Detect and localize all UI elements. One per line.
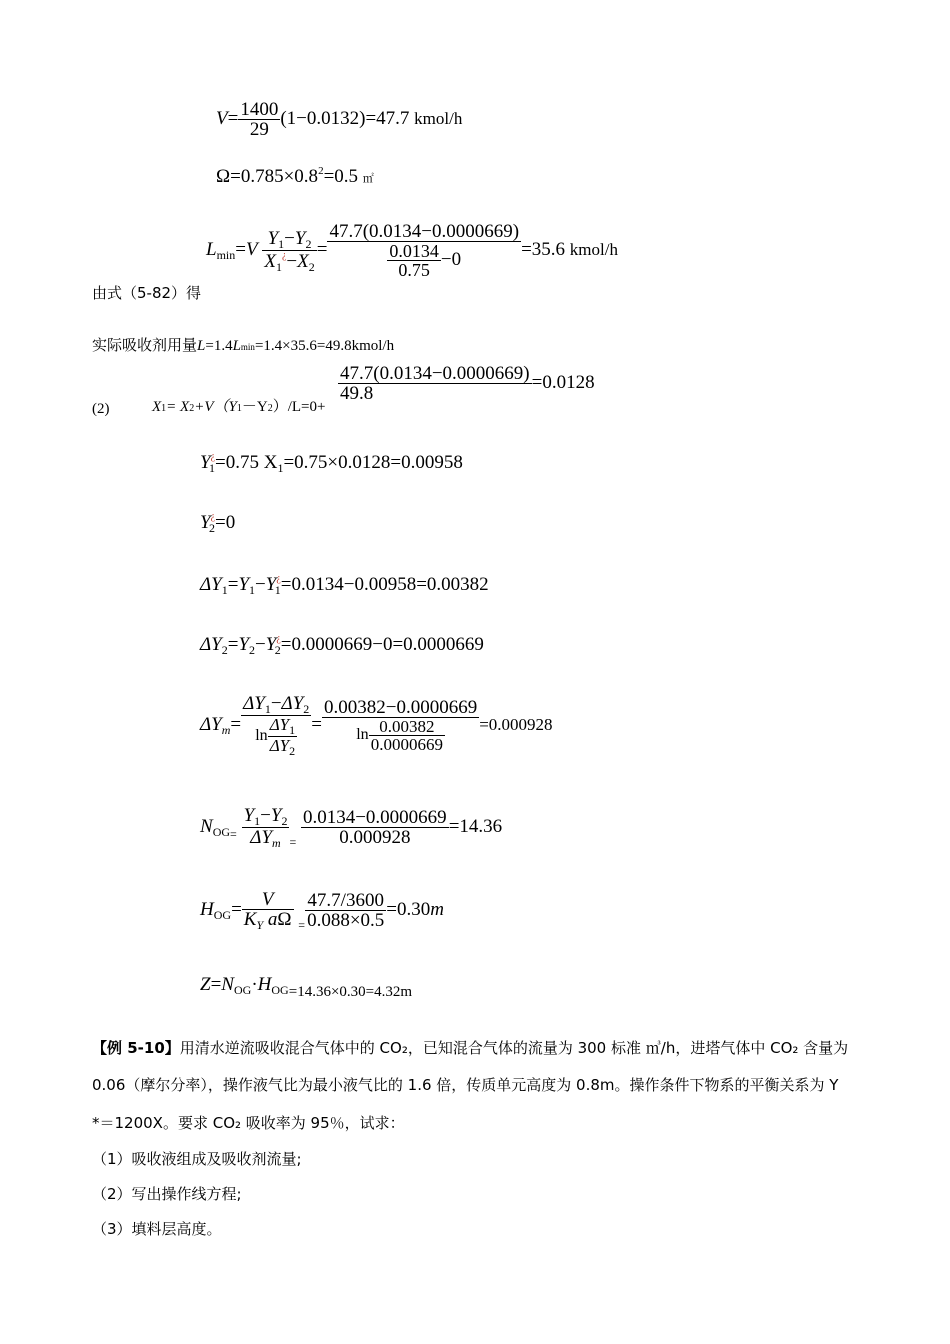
question-1: （1）吸收液组成及吸收剂流量; [92, 1150, 302, 1168]
derived-from-text: 由式（5-82）得 [92, 284, 202, 302]
equation-y1star: $Y^¿_1=0.75$ $X_1=0.75\times 0.0128=0.00958$ [200, 451, 463, 475]
part-2-label: (2) [92, 401, 110, 417]
equation-omega: $\Omega=0.785\times 0.8^2=0.5$ ㎡ [216, 165, 374, 187]
question-3: （3）填料层高度。 [92, 1220, 222, 1238]
equation-x1: X1= X2+V（Y1－Y2）/L=0+ [152, 399, 326, 415]
equation-dy2: $\Delta Y_2=Y_2-Y^¿_2=0.0000669-0=0.0000669$ [200, 633, 484, 657]
equation-hog: $H_{OG}=$ $\frac{V}{K_Y a\Omega}$ $_=$ $\frac{47.7/3600}{0.088\times 0.5}$ =0.30m [200, 889, 444, 932]
actual-absorbent-text: 实际吸收剂用量L=1.4Lmin=1.4×35.6=49.8kmol/h [92, 336, 395, 354]
question-2: （2）写出操作线方程; [92, 1185, 242, 1203]
equation-dym: $\Delta Y_m=$ $\Delta Y_1-\Delta Y_2$ ln $\frac{\Delta Y_1}{\Delta Y_2}$ = 0.00382−0.0000669 ln $\frac{0.00382}{0.0000669}$ =0.000928 [200, 693, 553, 758]
equation-nog: $N_{OG=}$ $\frac{Y_1-Y_2}{\Delta Y_m}$ $_=$ $\frac{0.0134-0.0000669}{0.000928}$ =14.36 [200, 805, 503, 850]
equation-v: V= $\frac{1400}{29}$ (1−0.0132)=47.7 kmol/h [216, 99, 463, 140]
example-line-2: 0.06（摩尔分率），操作液气比为最小液气比的 1.6 倍，传质单元高度为 0.8m。操作条件下物系的平衡关系为 Y [92, 1076, 839, 1094]
example-line-1: 【例 5-10】用清水逆流吸收混合气体中的 CO₂，已知混合气体的流量为 300 标准 ㎥/h，进塔气体中 CO₂ 含量为 [92, 1039, 849, 1057]
equation-z: $Z=N_{OG}\cdot H_{OG=14.36\times 0.30=4.32m}$ [200, 974, 413, 1000]
equation-x1-fraction: $\frac{47.7(0.0134-0.0000669)}{49.8}$ =0.0128 [340, 363, 595, 404]
example-line-3: *＝1200X。要求 CO₂ 吸收率为 95％，试求： [92, 1114, 405, 1132]
equation-y2star: $Y^¿_2=0$ [200, 511, 236, 535]
equation-dy1: $\Delta Y_1=Y_1-Y^¿_1=0.0134-0.00958=0.00382$ [200, 573, 489, 597]
equation-lmin: $L_{min}=V$ $\frac{Y_1-Y_2}{X_1^¿-X_2}$ = 47.7(0.0134−0.0000669) $\frac{0.0134}{0.75}$ −0 =35.6 kmol/h [206, 221, 618, 280]
